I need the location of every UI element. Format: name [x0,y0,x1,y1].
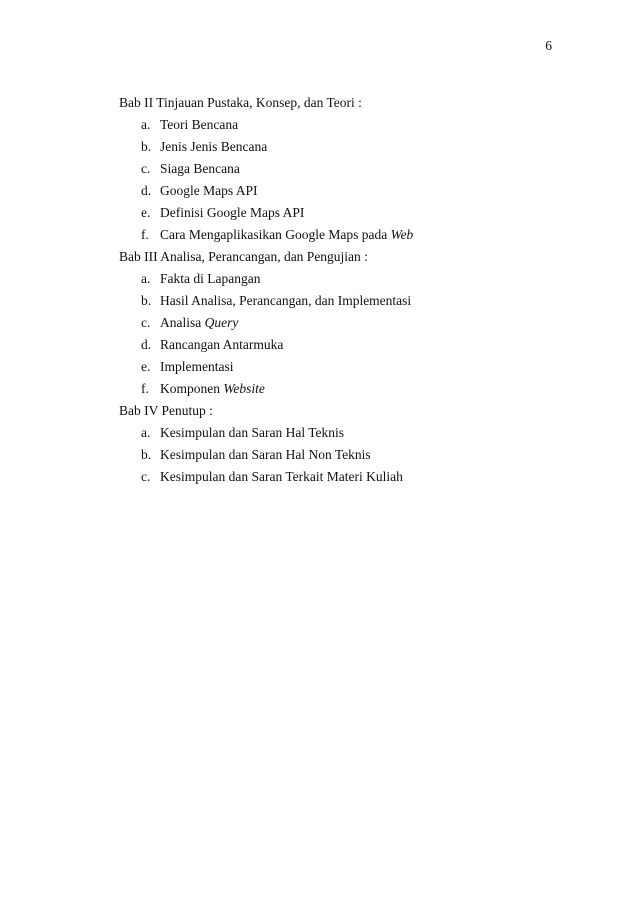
list-item [119,224,559,246]
list-item-text: Definisi Google Maps API [160,205,305,220]
list-item-text: Implementasi [160,359,234,374]
list-item-text: Cara Mengaplikasikan Google Maps pada [160,227,391,242]
list-item [119,136,559,158]
chapter-title: Bab III Analisa, Perancangan, dan Pengujian : [119,249,368,264]
chapter-4 [119,400,559,488]
list-item [119,312,559,334]
list-item-text: Jenis Jenis Bencana [160,139,268,154]
list-marker: e. [141,359,151,374]
list-item-italic-text: Website [223,381,265,396]
chapter-outline [119,92,559,488]
list-marker: c. [141,469,151,484]
list-item [119,158,559,180]
chapter-item-list [119,422,559,488]
list-item-text: Analisa [160,315,205,330]
list-item [119,422,559,444]
list-marker: b. [141,139,152,154]
list-item-italic-text: Web [390,227,414,242]
chapter-item-list [119,268,559,400]
list-item-text: Fakta di Lapangan [160,271,261,286]
list-item-text: Google Maps API [160,183,258,198]
chapter-title: Bab II Tinjauan Pustaka, Konsep, dan Teori : [119,95,362,110]
list-item-text: Rancangan Antarmuka [160,337,284,352]
list-item [119,114,559,136]
list-marker: e. [141,205,151,220]
list-marker: c. [141,161,151,176]
list-item [119,334,559,356]
list-item [119,378,559,400]
list-item [119,444,559,466]
list-item [119,290,559,312]
list-item [119,202,559,224]
list-item-text: Komponen [160,381,224,396]
list-marker: a. [141,425,151,440]
list-item-text: Kesimpulan dan Saran Hal Non Teknis [160,447,371,462]
chapter-3 [119,246,559,400]
list-marker: c. [141,315,151,330]
list-item-text: Hasil Analisa, Perancangan, dan Implementasi [160,293,412,308]
list-marker: d. [141,337,152,352]
list-marker: a. [141,271,151,286]
list-marker: a. [141,117,151,132]
list-item-text: Kesimpulan dan Saran Hal Teknis [160,425,345,440]
list-marker: b. [141,293,152,308]
list-marker: f. [141,381,149,396]
list-item [119,268,559,290]
list-marker: f. [141,227,149,242]
list-item [119,356,559,378]
list-marker: d. [141,183,152,198]
list-marker: b. [141,447,152,462]
list-item [119,466,559,488]
chapter-item-list [119,114,559,246]
chapter-title: Bab IV Penutup : [119,403,213,418]
list-item-text: Kesimpulan dan Saran Terkait Materi Kuliah [160,469,403,484]
list-item [119,180,559,202]
page-number: 6 [545,38,552,53]
chapter-2 [119,92,559,246]
list-item-text: Siaga Bencana [160,161,240,176]
list-item-italic-text: Query [204,315,239,330]
list-item-text: Teori Bencana [160,117,239,132]
